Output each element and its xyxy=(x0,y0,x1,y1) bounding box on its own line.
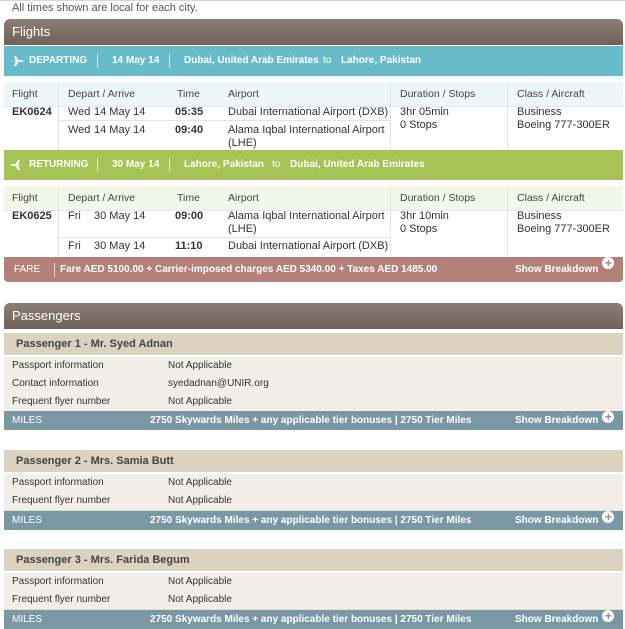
arrive-airport: Alama Iqbal International Airport (LHE) xyxy=(228,124,385,149)
header-flight: Flight xyxy=(12,192,38,204)
passenger-name: Passenger 1 - Mr. Syed Adnan xyxy=(16,338,173,350)
separator xyxy=(97,158,98,172)
arrive-date: 30 May 14 xyxy=(94,240,146,252)
col-divider xyxy=(507,186,508,256)
fare-text: Fare AED 5100.00 + Carrier-imposed charges AED 5340.00 + Taxes AED 1485.00 xyxy=(60,264,438,275)
header-airport: Airport xyxy=(228,192,259,204)
arrive-day: Fri xyxy=(68,240,81,252)
plus-circle-icon: + xyxy=(602,511,614,523)
breakdown-label: Show Breakdown xyxy=(515,614,599,625)
miles-text: 2750 Skywards Miles + any applicable tier bonuses | 2750 Tier Miles xyxy=(150,614,472,625)
passenger-2-title xyxy=(4,450,623,472)
header-time: Time xyxy=(177,88,200,100)
top-divider xyxy=(0,0,625,1)
passenger-3-miles xyxy=(4,610,623,629)
separator xyxy=(97,54,98,68)
header-duration: Duration / Stops xyxy=(400,192,476,204)
col-divider xyxy=(507,82,508,150)
row-value: Not Applicable xyxy=(168,594,232,605)
stops: 0 Stops xyxy=(400,223,438,235)
departing-table-header xyxy=(4,82,623,107)
row-label: Passport information xyxy=(12,576,104,587)
departing-label: DEPARTING xyxy=(29,55,88,66)
row-label: Contact information xyxy=(12,378,99,389)
fare-breakdown-label: Show Breakdown xyxy=(515,264,599,275)
header-duration: Duration / Stops xyxy=(400,88,476,100)
passenger-name: Passenger 3 - Mrs. Farida Begum xyxy=(16,554,190,566)
miles-text: 2750 Skywards Miles + any applicable tier bonuses | 2750 Tier Miles xyxy=(150,515,472,526)
row-divider xyxy=(58,237,390,238)
miles-text: 2750 Skywards Miles + any applicable tier bonuses | 2750 Tier Miles xyxy=(150,415,472,426)
col-divider xyxy=(58,186,59,256)
returning-to-word: to xyxy=(272,159,281,170)
class: Business xyxy=(517,106,562,118)
breakdown-label: Show Breakdown xyxy=(515,415,599,426)
returning-bar xyxy=(4,150,623,180)
returning-label: RETURNING xyxy=(29,159,89,170)
row-value: Not Applicable xyxy=(168,495,232,506)
plane-returning-icon xyxy=(11,159,23,171)
row-label: Passport information xyxy=(12,477,104,488)
local-time-note: All times shown are local for each city. xyxy=(12,2,198,14)
miles-label: MILES xyxy=(12,515,43,526)
plus-circle-icon: + xyxy=(602,411,614,423)
row-label: Frequent flyer number xyxy=(12,594,111,605)
miles-show-breakdown[interactable] xyxy=(515,510,612,530)
arrive-date: 14 May 14 xyxy=(94,124,146,136)
depart-day: Wed xyxy=(68,106,91,118)
row-value: Not Applicable xyxy=(168,477,232,488)
plus-circle-icon: + xyxy=(602,610,614,622)
depart-airport: Dubai International Airport (DXB) xyxy=(228,106,389,118)
depart-time: 05:35 xyxy=(175,106,204,118)
plus-circle-icon: + xyxy=(602,257,614,269)
flights-panel-title: Flights xyxy=(4,19,623,45)
header-depart-arrive: Depart / Arrive xyxy=(68,192,136,204)
returning-to: Dubai, United Arab Emirates xyxy=(290,159,425,170)
passenger-2-miles xyxy=(4,511,623,530)
returning-from: Lahore, Pakistan xyxy=(184,159,265,170)
row-value: syedadnan@UNIR.org xyxy=(168,378,269,389)
row-label: Passport information xyxy=(12,360,104,371)
passenger-1-miles xyxy=(4,411,623,430)
fare-show-breakdown[interactable] xyxy=(515,256,612,282)
miles-show-breakdown[interactable] xyxy=(515,410,612,430)
class: Business xyxy=(517,210,562,222)
passenger-1-title xyxy=(4,333,623,355)
aircraft: Boeing 777-300ER xyxy=(517,223,610,235)
header-flight: Flight xyxy=(12,88,38,100)
passenger-1-ff xyxy=(4,393,623,412)
depart-date: 14 May 14 xyxy=(94,106,146,118)
arrive-time: 11:10 xyxy=(175,240,203,252)
depart-day: Fri xyxy=(68,210,81,222)
col-divider xyxy=(390,186,391,256)
depart-time: 09:00 xyxy=(175,210,204,222)
header-depart-arrive: Depart / Arrive xyxy=(68,88,136,100)
separator xyxy=(169,54,170,68)
passenger-name: Passenger 2 - Mrs. Samia Butt xyxy=(16,455,174,467)
miles-label: MILES xyxy=(12,415,43,426)
row-value: Not Applicable xyxy=(168,396,232,407)
passenger-3-ff xyxy=(4,591,623,610)
header-class: Class / Aircraft xyxy=(517,192,585,204)
col-divider xyxy=(58,82,59,150)
arrive-day: Wed xyxy=(68,124,91,136)
header-time: Time xyxy=(177,192,200,204)
arrive-time: 09:40 xyxy=(175,124,204,136)
departing-date: 14 May 14 xyxy=(112,55,160,66)
departing-from: Dubai, United Arab Emirates xyxy=(184,55,319,66)
passenger-3-passport xyxy=(4,573,623,592)
plane-departing-icon xyxy=(11,55,23,67)
returning-date: 30 May 14 xyxy=(112,159,160,170)
row-label: Frequent flyer number xyxy=(12,495,111,506)
row-value: Not Applicable xyxy=(168,576,232,587)
col-divider xyxy=(390,82,391,150)
flight-number: EK0625 xyxy=(12,210,52,222)
duration: 3hr 10min xyxy=(400,210,449,222)
flight-number: EK0624 xyxy=(12,106,52,118)
passenger-2-passport xyxy=(4,474,623,493)
miles-show-breakdown[interactable] xyxy=(515,609,612,629)
passenger-1-passport xyxy=(4,357,623,376)
passenger-3-title xyxy=(4,549,623,571)
depart-date: 30 May 14 xyxy=(94,210,146,222)
aircraft: Boeing 777-300ER xyxy=(517,119,610,131)
header-class: Class / Aircraft xyxy=(517,88,585,100)
duration: 3hr 05min xyxy=(400,106,449,118)
header-airport: Airport xyxy=(228,88,259,100)
row-value: Not Applicable xyxy=(168,360,232,371)
fare-label: FARE xyxy=(14,264,41,275)
miles-label: MILES xyxy=(12,614,43,625)
stops: 0 Stops xyxy=(400,119,438,131)
arrive-airport: Dubai International Airport (DXB) xyxy=(228,240,389,252)
passenger-2-ff xyxy=(4,492,623,511)
departing-to: Lahore, Pakistan xyxy=(341,55,422,66)
departing-bar xyxy=(4,46,623,76)
separator xyxy=(54,263,55,277)
returning-table-header xyxy=(4,186,623,211)
row-divider xyxy=(58,120,390,121)
departing-to-word: to xyxy=(323,55,332,66)
passengers-panel-title: Passengers xyxy=(4,303,623,329)
row-label: Frequent flyer number xyxy=(12,396,111,407)
breakdown-label: Show Breakdown xyxy=(515,515,599,526)
depart-airport: Alama Iqbal International Airport (LHE) xyxy=(228,210,385,235)
separator xyxy=(169,158,170,172)
passenger-1-contact xyxy=(4,375,623,394)
fare-bar xyxy=(4,257,623,282)
